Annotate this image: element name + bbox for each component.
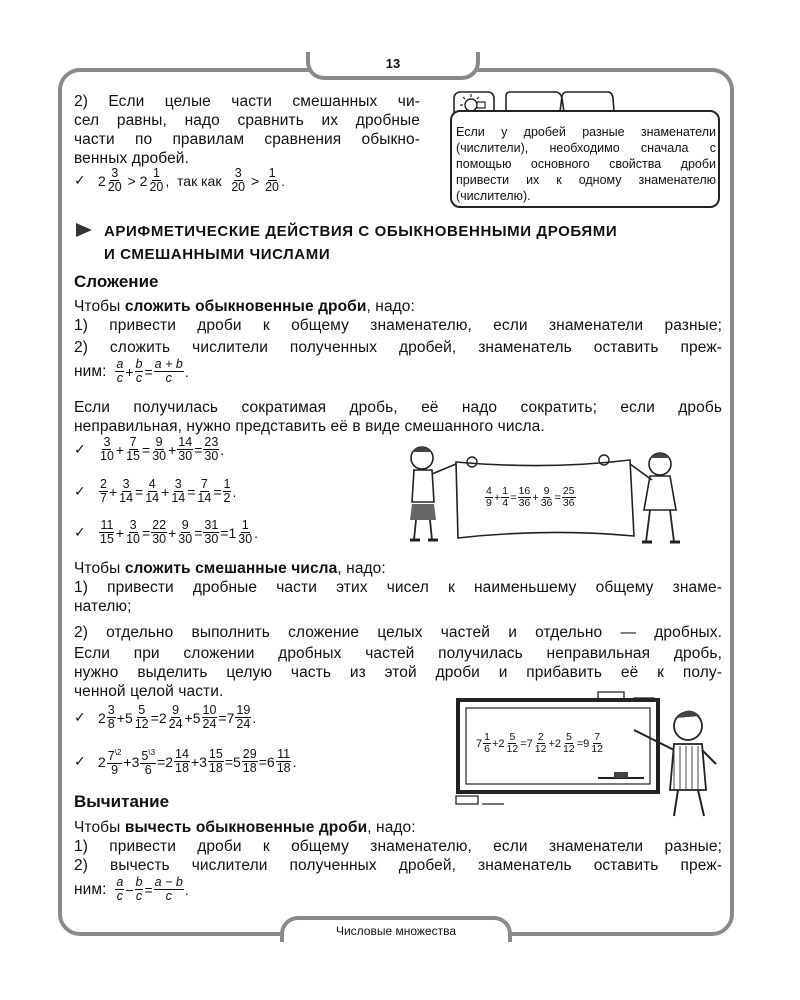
addition-example-3: ✓ 11 15 + $\frac{3}{10}$ = $\frac{22}{30}$ + $\frac{9}{30}$ = $\frac{31}{30}$ = 1 1 30 . xyxy=(74,518,259,546)
addition-formula: ним: a c + $\frac{b}{c}$ = $\frac{a + b}{c}$ . xyxy=(74,357,189,385)
section-arrow-icon xyxy=(74,221,94,239)
banner-equation: 4 9 + $\frac{1}{4}$ = $\frac{16}{36}$ + $\frac{9}{36}$ = $\frac{25}{36}$ xyxy=(486,485,575,509)
note-text: Если у дробей разные знаменатели (числители), необходимо сначала с помощью основного свойства дроби привести их к одному знаменателю (числителю). xyxy=(456,125,716,203)
addition-note: Если получилась сократимая дробь, её надо сократить; если дробь неправильная, нужно представить её в виде смешанного числа. xyxy=(74,399,722,435)
mixed-example-1: ✓ 2 3 8 + 5 $\frac{5}{12}$ = 2 9 24 + 5 $\frac{10}{24}$ = 7 19 24 . xyxy=(74,703,257,731)
mixed-example-2: ✓ 2 $7^{\backslash 2}$ 9 + 3 $\frac{5^{\backslash 3}}{6}$ = 2 14 18 + 3 $\frac{15}{18}$ = 5 $\frac{29}{18}$ = 6 11 18 . xyxy=(74,747,297,778)
intro-paragraph: 2) Если целые части смешанных чи- сел равны, надо сравнить их дробные части по правилам сравнения обыкно- венных дробей. xyxy=(74,93,420,167)
page-number: 13 xyxy=(385,56,401,71)
blackboard-equation: 7 1 6 + 2 $\frac{5}{12}$ = 7 2 12 + 2 $\frac{5}{12}$ = 9 7 12 xyxy=(476,731,603,755)
subtraction-formula: ним: a c − $\frac{b}{c}$ = $\frac{a - b}{c}$ . xyxy=(74,875,189,903)
addition-rules: Чтобы сложить обыкновенные дроби, надо: 1) привести дроби к общему знаменателю, если знаменатели разные; 2) сложить числители полученных дробей, знаменатель оставить преж- xyxy=(74,298,722,356)
section-heading: АРИФМЕТИЧЕСКИЕ ДЕЙСТВИЯ С ОБЫКНОВЕННЫМИ ДРОБЯМИ И СМЕШАННЫМИ ЧИСЛАМИ xyxy=(104,223,618,263)
subtraction-rules: Чтобы вычесть обыкновенные дроби, надо: 1) привести дроби к общему знаменателю, если знаменатели разные; 2) вычесть числители полученных дробей, знаменатель оставить преж- xyxy=(74,819,722,874)
intro-example: ✓ 2 3 20 > 2 1 20 , так как 3 20 > 1 20 . xyxy=(74,166,285,194)
addition-heading: Сложение xyxy=(74,272,159,291)
footer-label: Числовые множества xyxy=(335,924,457,938)
addition-example-2: ✓ 2 7 + $\frac{3}{14}$ = $\frac{4}{14}$ + $\frac{3}{14}$ = $\frac{7}{14}$ = $\frac{1}{2}$ . xyxy=(74,477,237,505)
addition-example-1: ✓ 3 10 + $\frac{7}{15}$ = $\frac{9}{30}$ + $\frac{14}{30}$ = $\frac{23}{30}$ . xyxy=(74,435,225,463)
mixed-addition-rules: Чтобы сложить смешанные числа, надо: 1) привести дробные части этих чисел к наименьшему общему знаме- нателю; 2) отдельно выполнить сложение целых частей и отдельно — дробных. Если при сложении дробных частей получилась неправильная дробь, нужно выделить целую часть из этой дроби и прибавить её к полу- ченной целой части. xyxy=(74,560,722,700)
subtraction-heading: Вычитание xyxy=(74,792,170,811)
